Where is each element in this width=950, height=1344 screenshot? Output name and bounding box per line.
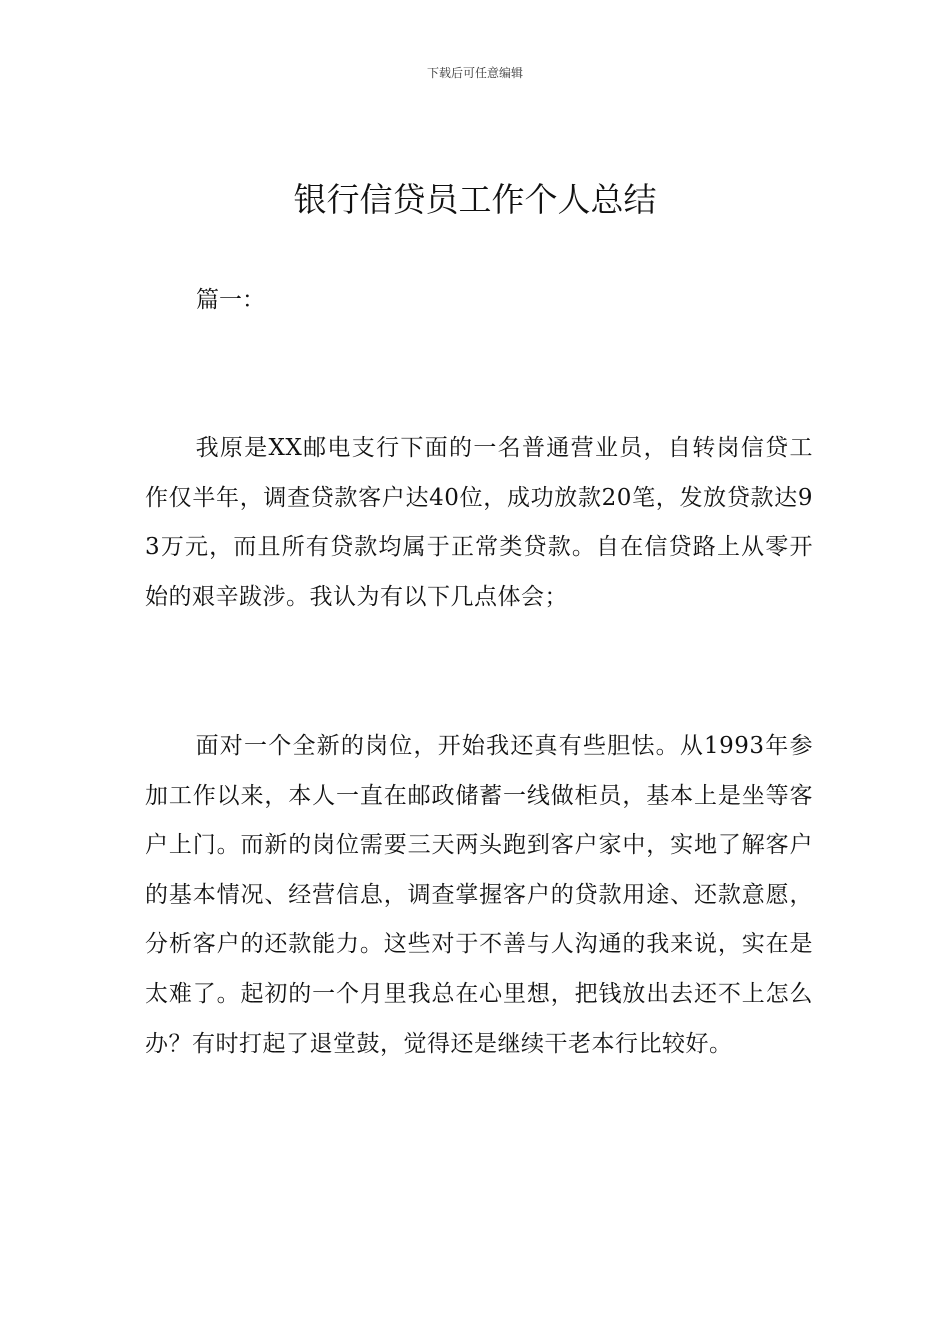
header-note: 下载后可任意编辑: [426, 66, 523, 80]
body-paragraph-1: 我原是XX邮电支行下面的一名普通营业员，自转岗信贷工作仅半年，调查贷款客户达40位，成功放款20笔，发放贷款达93万元，而且所有贷款均属于正常类贷款。自在信贷路上从零开始的艰辛跋涉。我认为有以下几点体会；: [145, 435, 813, 610]
section-label: 篇一：: [196, 287, 265, 313]
document-title: 银行信贷员工作个人总结: [293, 180, 657, 219]
body-paragraph-2: 面对一个全新的岗位，开始我还真有些胆怯。从1993年参加工作以来，本人一直在邮政储蓄一线做柜员，基本上是坐等客户上门。而新的岗位需要三天两头跑到客户家中，实地了解客户的基本情况、经营信息，调查掌握客户的贷款用途、还款意愿，分析客户的还款能力。这些对于不善与人沟通的我来说，实在是太难了。起初的一个月里我总在心里想，把钱放出去还不上怎么办？有时打起了退堂鼓，觉得还是继续干老本行比较好。: [145, 733, 813, 1057]
